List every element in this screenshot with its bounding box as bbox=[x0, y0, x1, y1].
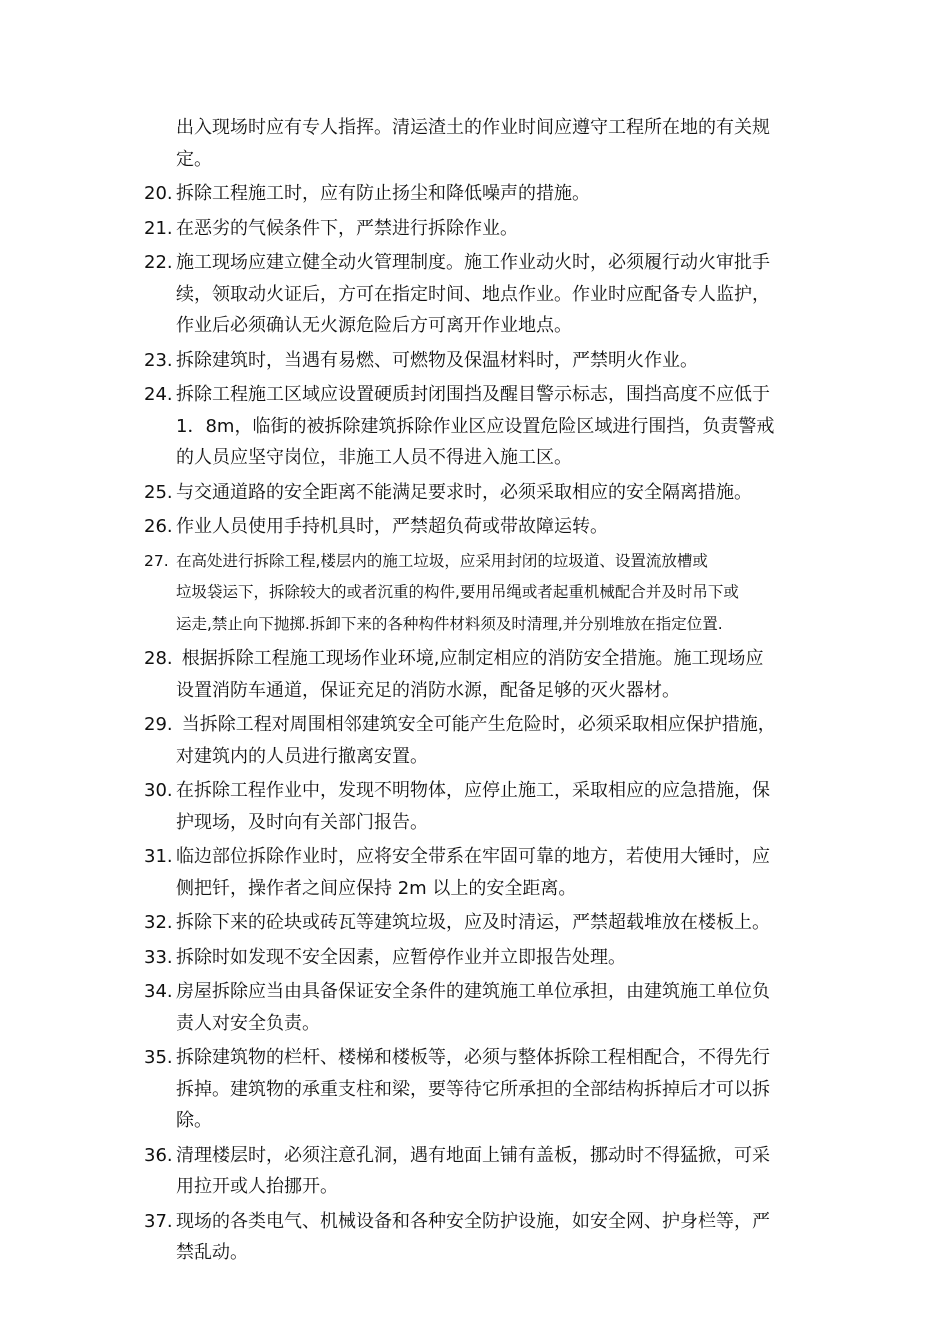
list-item-continuation-line bbox=[144, 411, 824, 443]
list-item-first-line bbox=[144, 247, 824, 279]
list-item-first-line bbox=[144, 775, 824, 807]
item-number: 29. bbox=[144, 714, 173, 735]
item-text: 定。 bbox=[176, 148, 212, 170]
item-text: 在高处进行拆除工程,楼层内的施工垃圾，应采用封闭的垃圾道、设置流放槽或 bbox=[176, 551, 708, 570]
item-number: 31. bbox=[144, 846, 173, 867]
list-item-continuation-line bbox=[144, 609, 824, 641]
item-text: 拆除建筑物的栏杆、楼梯和楼板等，必须与整体拆除工程相配合，不得先行 bbox=[176, 1047, 770, 1068]
list-item-continuation-line bbox=[144, 144, 824, 176]
list-item-continuation-line bbox=[144, 310, 824, 342]
item-text: 作业人员使用手持机具时，严禁超负荷或带故障运转。 bbox=[176, 516, 608, 537]
item-text: 根据拆除工程施工现场作业环境,应制定相应的消防安全措施。施工现场应 bbox=[176, 648, 764, 669]
list-item-continuation-line bbox=[144, 741, 824, 773]
list-item-first-line bbox=[144, 709, 824, 741]
list-item-first-line bbox=[144, 345, 824, 377]
item-number: 32. bbox=[144, 912, 173, 933]
document-body bbox=[144, 112, 824, 1269]
item-number: 30. bbox=[144, 780, 173, 801]
item-number: 26. bbox=[144, 516, 173, 537]
item-text: 1．8m，临街的被拆除建筑拆除作业区应设置危险区域进行围挡，负责警戒 bbox=[176, 415, 775, 437]
list-item-continuation-line bbox=[144, 1171, 824, 1203]
list-item-first-line bbox=[144, 1042, 824, 1074]
list-item-continuation-line bbox=[144, 873, 824, 905]
item-text: 在恶劣的气候条件下，严禁进行拆除作业。 bbox=[176, 217, 518, 239]
list-item-continuation-line bbox=[144, 112, 824, 144]
list-item-first-line bbox=[144, 907, 824, 939]
item-text: 护现场，及时向有关部门报告。 bbox=[176, 811, 428, 833]
item-text: 拆除时如发现不安全因素，应暂停作业并立即报告处理。 bbox=[176, 946, 626, 968]
list-item-continuation-line bbox=[144, 1105, 824, 1137]
list-item-continuation-line bbox=[144, 675, 824, 707]
item-text: 对建筑内的人员进行撤离安置。 bbox=[176, 745, 428, 767]
item-text: 与交通道路的安全距离不能满足要求时，必须采取相应的安全隔离措施。 bbox=[176, 481, 752, 503]
item-text: 拆掉。建筑物的承重支柱和梁，要等待它所承担的全部结构拆掉后才可以拆 bbox=[176, 1078, 770, 1100]
item-text: 用拉开或人抬挪开。 bbox=[176, 1176, 338, 1197]
item-text: 运走,禁止向下抛掷.拆卸下来的各种构件材料须及时清理,并分别堆放在指定位置. bbox=[176, 614, 723, 633]
list-item-first-line bbox=[144, 213, 824, 245]
item-number: 24. bbox=[144, 384, 173, 405]
item-number: 23. bbox=[144, 349, 173, 371]
item-text: 清理楼层时，必须注意孔洞，遇有地面上铺有盖板，挪动时不得猛掀，可采 bbox=[176, 1144, 770, 1166]
item-text: 拆除工程施工时，应有防止扬尘和降低噪声的措施。 bbox=[176, 183, 590, 204]
list-item-continuation-line bbox=[144, 1237, 824, 1269]
list-item-first-line bbox=[144, 511, 824, 543]
item-number: 37. bbox=[144, 1210, 173, 1232]
item-text: 房屋拆除应当由具备保证安全条件的建筑施工单位承担，由建筑施工单位负 bbox=[176, 981, 770, 1002]
list-item-first-line bbox=[144, 546, 824, 578]
item-text: 施工现场应建立健全动火管理制度。施工作业动火时，必须履行动火审批手 bbox=[176, 252, 770, 273]
item-number: 21. bbox=[144, 217, 173, 239]
item-number: 28. bbox=[144, 648, 173, 669]
item-number: 25. bbox=[144, 481, 173, 503]
list-item-first-line bbox=[144, 1140, 824, 1172]
item-text: 当拆除工程对周围相邻建筑安全可能产生危险时，必须采取相应保护措施， bbox=[176, 714, 776, 735]
item-text: 禁乱动。 bbox=[176, 1242, 248, 1263]
list-item-first-line bbox=[144, 379, 824, 411]
item-text: 在拆除工程作业中，发现不明物体，应停止施工，采取相应的应急措施，保 bbox=[176, 780, 770, 801]
item-text: 出入现场时应有专人指挥。清运渣土的作业时间应遵守工程所在地的有关规 bbox=[176, 117, 770, 138]
item-text: 垃圾袋运下，拆除较大的或者沉重的构件,要用吊绳或者起重机械配合并及时吊下或 bbox=[176, 583, 739, 601]
item-text: 设置消防车通道，保证充足的消防水源，配备足够的灭火器材。 bbox=[176, 679, 680, 701]
item-number: 20. bbox=[144, 183, 173, 204]
item-text: 临边部位拆除作业时，应将安全带系在牢固可靠的地方，若使用大锤时，应 bbox=[176, 846, 770, 867]
item-text: 拆除工程施工区域应设置硬质封闭围挡及醒目警示标志，围挡高度不应低于 bbox=[176, 384, 770, 405]
list-item-continuation-line bbox=[144, 1008, 824, 1040]
item-text: 的人员应坚守岗位，非施工人员不得进入施工区。 bbox=[176, 447, 572, 468]
item-text: 侧把钎，操作者之间应保持 2m 以上的安全距离。 bbox=[176, 877, 577, 899]
list-item-first-line bbox=[144, 1206, 824, 1238]
list-item-first-line bbox=[144, 643, 824, 675]
list-item-first-line bbox=[144, 477, 824, 509]
item-text: 作业后必须确认无火源危险后方可离开作业地点。 bbox=[176, 315, 572, 336]
list-item-first-line bbox=[144, 976, 824, 1008]
list-item-first-line bbox=[144, 942, 824, 974]
item-number: 27. bbox=[144, 551, 169, 570]
item-text: 责人对安全负责。 bbox=[176, 1012, 320, 1034]
item-number: 22. bbox=[144, 252, 173, 273]
item-text: 拆除建筑时，当遇有易燃、可燃物及保温材料时，严禁明火作业。 bbox=[176, 349, 698, 371]
item-number: 33. bbox=[144, 946, 173, 968]
item-number: 35. bbox=[144, 1047, 173, 1068]
list-item-continuation-line bbox=[144, 1074, 824, 1106]
item-text: 续，领取动火证后，方可在指定时间、地点作业。作业时应配备专人监护， bbox=[176, 283, 770, 305]
item-text: 拆除下来的砼块或砖瓦等建筑垃圾，应及时清运，严禁超载堆放在楼板上。 bbox=[176, 912, 770, 933]
item-number: 34. bbox=[144, 981, 173, 1002]
item-text: 现场的各类电气、机械设备和各种安全防护设施，如安全网、护身栏等，严 bbox=[176, 1210, 770, 1232]
list-item-continuation-line bbox=[144, 279, 824, 311]
list-item-first-line bbox=[144, 178, 824, 210]
list-item-first-line bbox=[144, 841, 824, 873]
list-item-continuation-line bbox=[144, 577, 824, 609]
item-text: 除。 bbox=[176, 1110, 212, 1131]
list-item-continuation-line bbox=[144, 442, 824, 474]
list-item-continuation-line bbox=[144, 807, 824, 839]
item-number: 36. bbox=[144, 1144, 173, 1166]
